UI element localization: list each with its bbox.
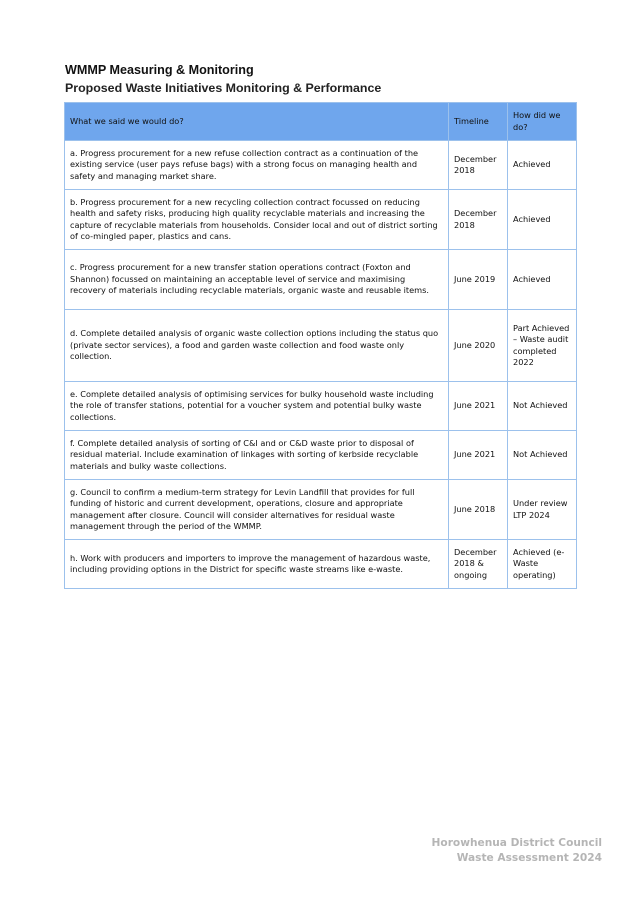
initiatives-table <box>64 102 577 589</box>
table-row <box>65 431 577 480</box>
timeline-cell: June 2021 <box>449 382 508 431</box>
page-footer <box>432 836 602 866</box>
action-cell: b. Progress procurement for a new recycling collection contract focussed on reducing health and safety risks, producing high quality recyclable materials and increasing the capture of recyclable materials from households. Consider local and out of district sorting of co-mingled paper, plastics and cans. <box>65 190 449 250</box>
action-cell: c. Progress procurement for a new transfer station operations contract (Foxton and Shannon) focussed on maintaining an acceptable level of service and maximising recovery of materials including recyclable materials, organic waste and reusable items. <box>65 250 449 310</box>
result-cell: Under review LTP 2024 <box>508 480 577 540</box>
timeline-cell: June 2020 <box>449 310 508 382</box>
result-cell: Not Achieved <box>508 382 577 431</box>
result-cell: Not Achieved <box>508 431 577 480</box>
table-row <box>65 190 577 250</box>
timeline-cell: June 2021 <box>449 431 508 480</box>
header-timeline: Timeline <box>449 103 508 141</box>
header-action: What we said we would do? <box>65 103 449 141</box>
result-cell: Achieved <box>508 141 577 190</box>
result-cell: Achieved <box>508 250 577 310</box>
action-cell: a. Progress procurement for a new refuse collection contract as a continuation of the existing service (user pays refuse bags) with a strong focus on managing health and safety and managing market share. <box>65 141 449 190</box>
header-result: How did we do? <box>508 103 577 141</box>
result-cell: Achieved <box>508 190 577 250</box>
timeline-cell: December 2018 <box>449 141 508 190</box>
timeline-cell: June 2018 <box>449 480 508 540</box>
table-row <box>65 141 577 190</box>
timeline-cell: June 2019 <box>449 250 508 310</box>
table-row <box>65 250 577 310</box>
result-cell: Achieved (e-Waste operating) <box>508 540 577 589</box>
result-cell: Part Achieved – Waste audit completed 2022 <box>508 310 577 382</box>
action-cell: e. Complete detailed analysis of optimising services for bulky household waste including the role of transfer stations, potential for a voucher system and potential bulky waste collections. <box>65 382 449 431</box>
timeline-cell: December 2018 <box>449 190 508 250</box>
action-cell: h. Work with producers and importers to improve the management of hazardous waste, including providing options in the District for specific waste streams like e-waste. <box>65 540 449 589</box>
page-subheading: Proposed Waste Initiatives Monitoring & Performance <box>65 81 382 95</box>
table-row <box>65 480 577 540</box>
table-header-row <box>65 103 577 141</box>
action-cell: g. Council to confirm a medium-term strategy for Levin Landfill that provides for full funding of historic and current development, operations, closure and appropriate management after closure. Council will consider alternatives for residual waste management through the period of the WMMP. <box>65 480 449 540</box>
timeline-cell: December 2018 & ongoing <box>449 540 508 589</box>
table-row <box>65 382 577 431</box>
action-cell: f. Complete detailed analysis of sorting of C&I and or C&D waste prior to disposal of residual material. Include examination of linkages with sorting of kerbside recyclable materials and bulky waste collections. <box>65 431 449 480</box>
page-heading: WMMP Measuring & Monitoring <box>65 63 254 77</box>
footer-organisation: Horowhenua District Council <box>431 837 602 849</box>
table-row <box>65 310 577 382</box>
table-row <box>65 540 577 589</box>
action-cell: d. Complete detailed analysis of organic waste collection options including the status quo (private sector services), a food and garden waste collection and food waste only collection. <box>65 310 449 382</box>
footer-document-title: Waste Assessment 2024 <box>456 852 602 864</box>
